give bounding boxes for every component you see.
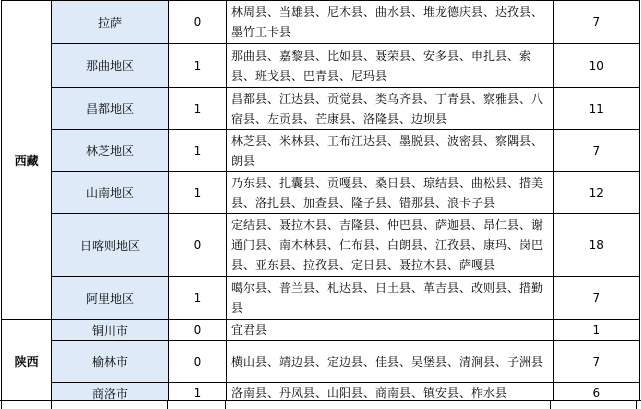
number-cell: 0	[168, 214, 226, 277]
total-cell: 10	[553, 44, 639, 88]
city-cell: 山南地区	[52, 172, 169, 214]
city-cell: 昌都地区	[52, 88, 169, 130]
table-row	[2, 277, 640, 320]
table-row	[2, 172, 640, 214]
counties-cell: 噶尔县、普兰县、札达县、日土县、革吉县、改则县、措勤县	[227, 277, 554, 320]
table-row	[2, 44, 640, 88]
table-row	[2, 130, 640, 172]
number-cell: 0	[168, 320, 226, 341]
province-cell: 陕西	[2, 320, 52, 404]
counties-cell: 林芝县、米林县、工布江达县、墨脱县、波密县、察隅县、朗县	[227, 130, 554, 172]
city-cell: 铜川市	[52, 320, 169, 341]
total-cell: 7	[553, 1, 639, 44]
city-cell: 商洛市	[52, 383, 169, 404]
number-cell: 1	[168, 130, 226, 172]
total-cell: 7	[553, 277, 639, 320]
total-cell: 18	[553, 214, 639, 277]
number-cell: 1	[168, 44, 226, 88]
counties-cell: 乃东县、扎囊县、贡嘎县、桑日县、琼结县、曲松县、措美县、洛扎县、加查县、隆子县、错那县、浪卡子县	[227, 172, 554, 214]
number-cell: 0	[168, 341, 226, 383]
total-cell: 6	[553, 383, 639, 404]
counties-cell: 洛南县、丹凤县、山阳县、商南县、镇安县、柞水县	[227, 383, 554, 404]
table-row	[2, 341, 640, 383]
table-row	[2, 1, 640, 44]
counties-cell: 横山县、靖边县、定边县、佳县、吴堡县、清涧县、子洲县	[227, 341, 554, 383]
counties-cell: 那曲县、嘉黎县、比如县、聂荣县、安多县、申扎县、索县、班戈县、巴青县、尼玛县	[227, 44, 554, 88]
total-cell: 1	[553, 320, 639, 341]
number-cell: 1	[168, 88, 226, 130]
table-row	[2, 88, 640, 130]
city-cell: 拉萨	[52, 1, 169, 44]
counties-cell: 宜君县	[227, 320, 554, 341]
city-cell: 日喀则地区	[52, 214, 169, 277]
city-cell: 榆林市	[52, 341, 169, 383]
total-cell: 11	[553, 88, 639, 130]
counties-cell: 昌都县、江达县、贡觉县、类乌齐县、丁青县、察雅县、八宿县、左贡县、芒康县、洛隆县、边坝县	[227, 88, 554, 130]
counties-cell: 定结县、聂拉木县、吉隆县、仲巴县、萨迦县、昂仁县、谢通门县、南木林县、仁布县、白朗县、江孜县、康玛、岗巴县、亚东县、拉孜县、定日县、聂拉木县、萨嘎县	[227, 214, 554, 277]
city-cell: 林芝地区	[52, 130, 169, 172]
province-cell: 西藏	[2, 1, 52, 320]
total-cell: 12	[553, 172, 639, 214]
table-row	[2, 214, 640, 277]
total-cell: 7	[553, 130, 639, 172]
counties-cell: 林周县、当雄县、尼木县、曲水县、堆龙德庆县、达孜县、墨竹工卡县	[227, 1, 554, 44]
number-cell: 1	[168, 383, 226, 404]
city-cell: 阿里地区	[52, 277, 169, 320]
table-row	[2, 320, 640, 341]
number-cell: 1	[168, 277, 226, 320]
region-county-table	[1, 0, 640, 404]
total-cell: 7	[553, 341, 639, 383]
number-cell: 0	[168, 1, 226, 44]
city-cell: 那曲地区	[52, 44, 169, 88]
number-cell: 1	[168, 172, 226, 214]
